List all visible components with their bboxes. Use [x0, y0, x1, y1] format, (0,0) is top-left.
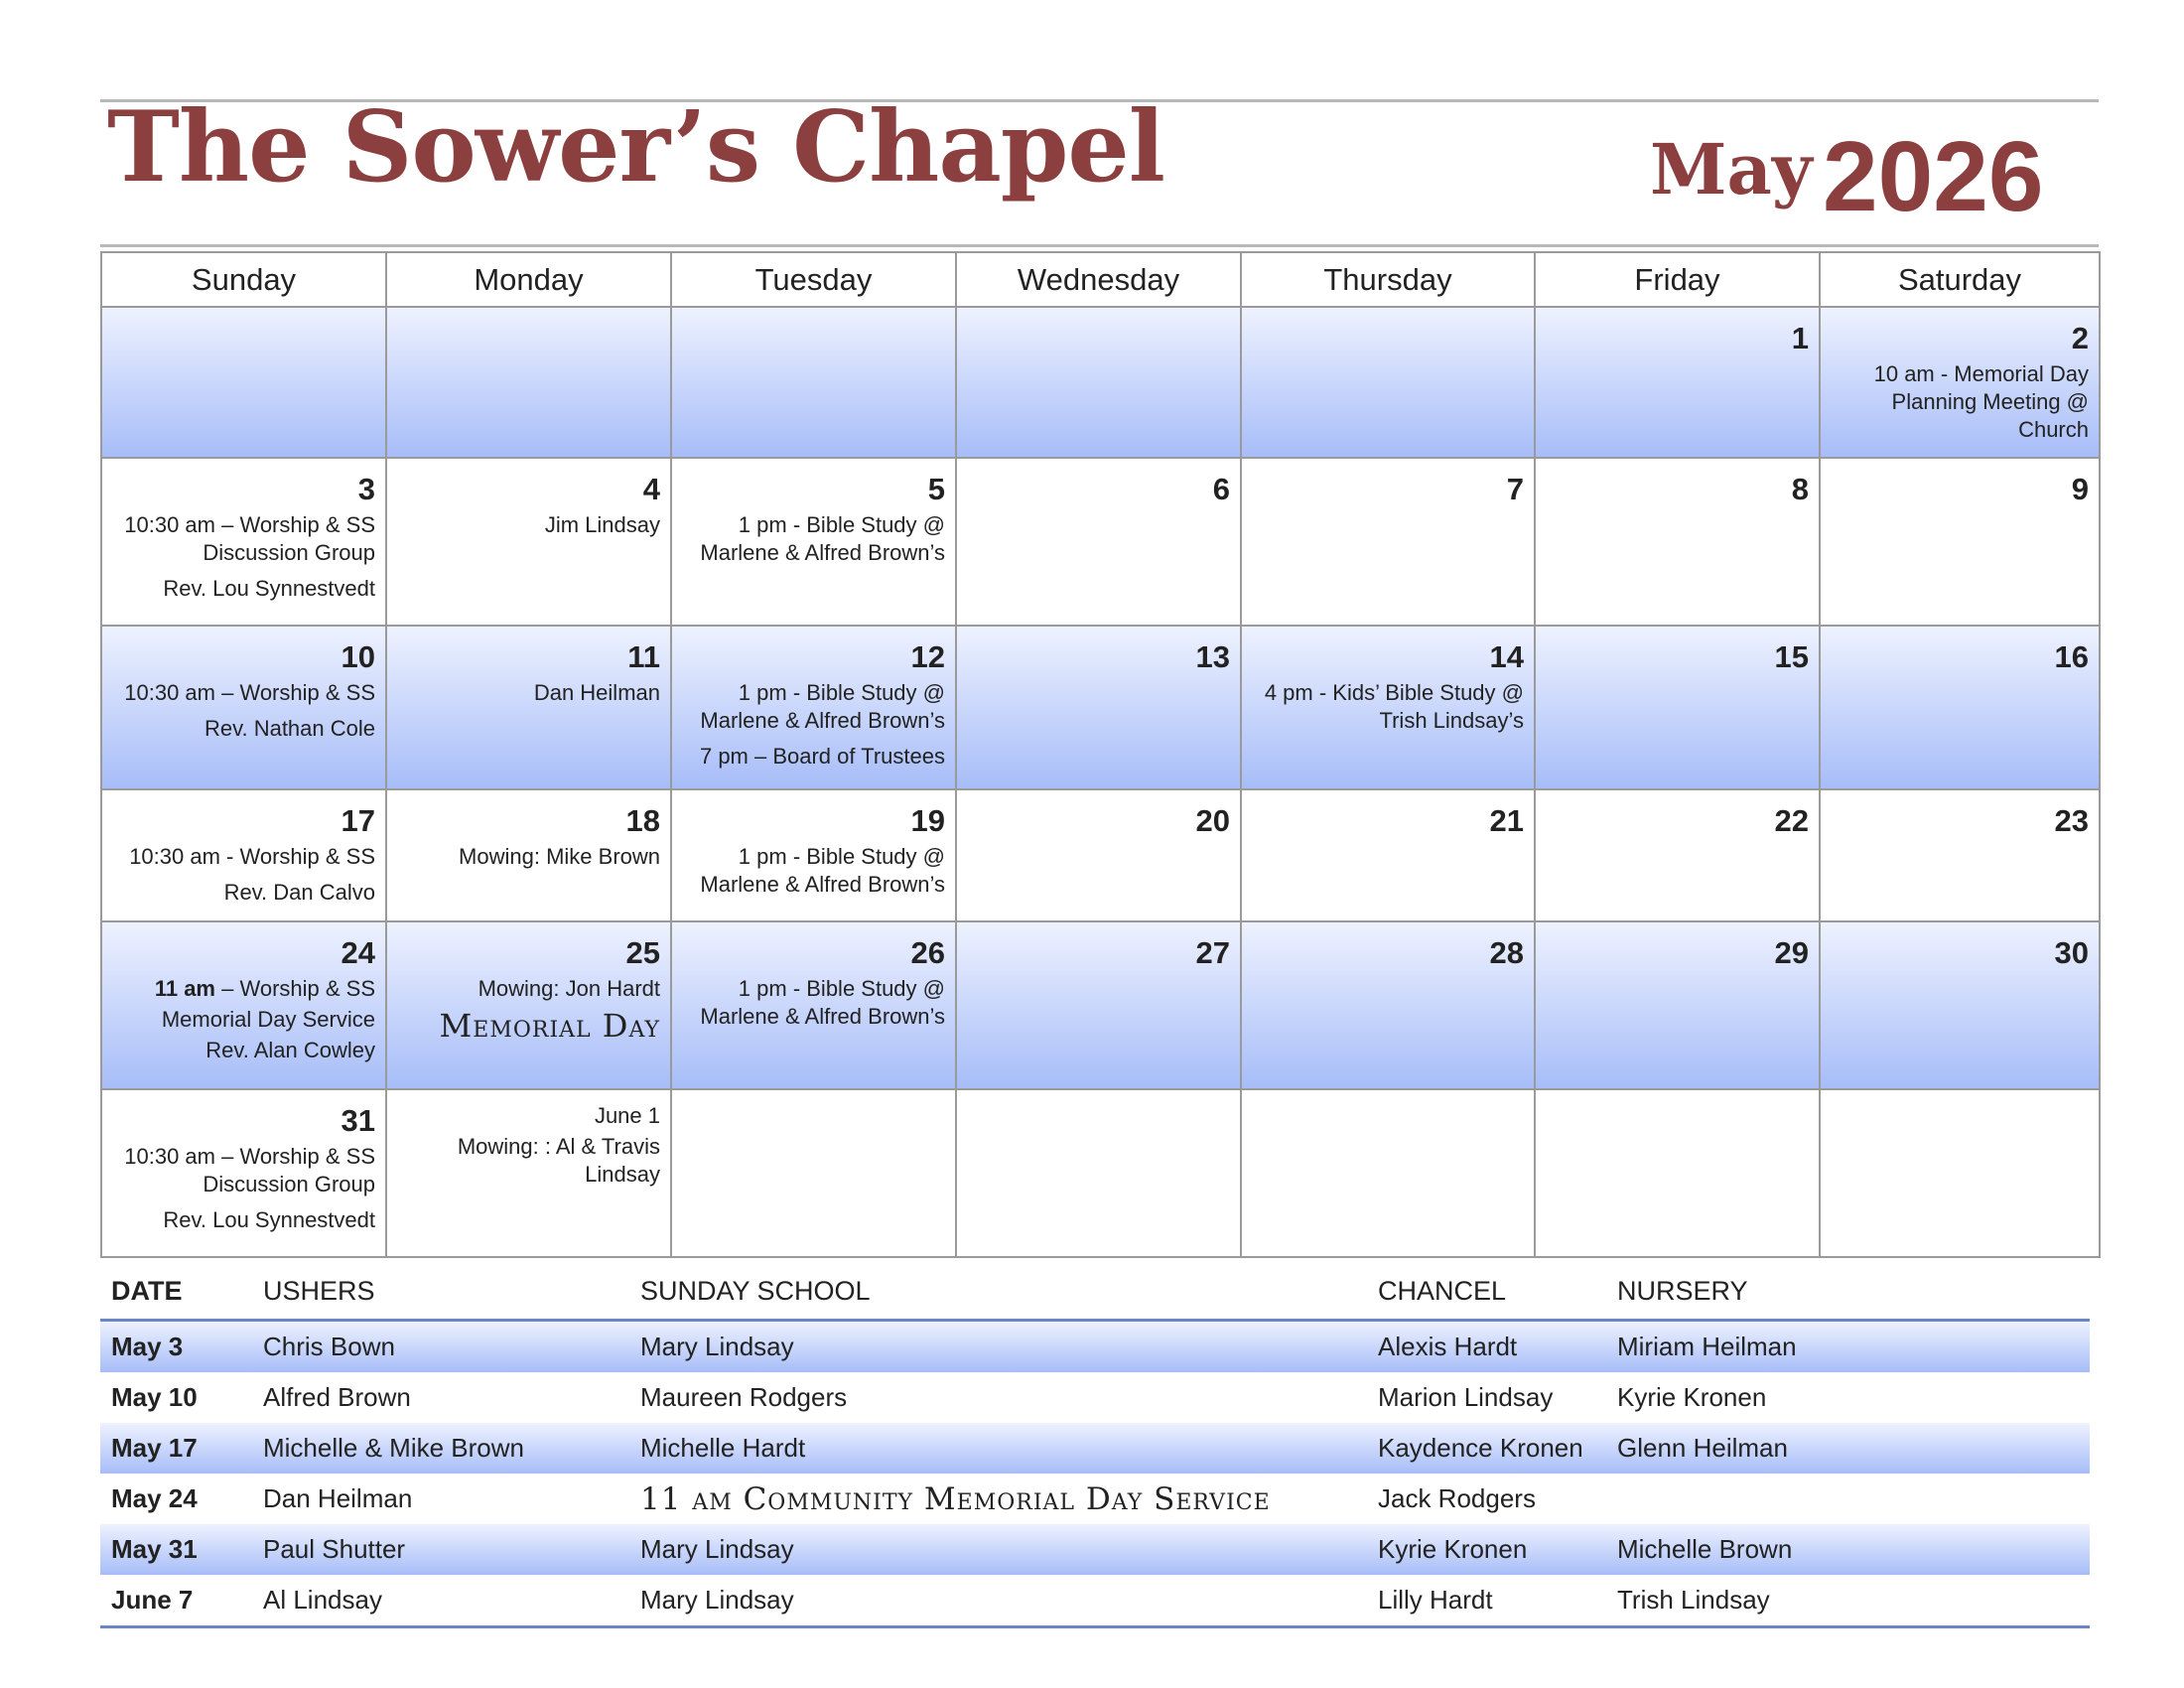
day-cell — [386, 921, 671, 1089]
weekday-friday: Friday — [1535, 252, 1820, 307]
event-text: 10:30 am – Worship & SS Discussion Group — [124, 512, 375, 565]
page-title: The Sower’s Chapel — [107, 90, 1164, 205]
week-row — [101, 626, 2100, 789]
day-cell — [1820, 921, 2100, 1089]
event-text: Mowing: Mike Brown — [459, 844, 660, 869]
event-text: 1 pm - Bible Study @ Marlene & Alfred Brown’s — [700, 976, 945, 1029]
day-cell — [101, 921, 386, 1089]
schedule-nursery: Kyrie Kronen — [1617, 1382, 1767, 1412]
schedule-sunday-school: Michelle Hardt — [640, 1433, 806, 1463]
year-label: 2026 — [1823, 121, 2044, 232]
empty-day-cell — [956, 1089, 1241, 1257]
event-text: 10:30 am - Worship & SS — [129, 844, 375, 869]
schedule-date: June 7 — [111, 1585, 194, 1615]
day-cell — [1535, 307, 1820, 458]
day-number: 29 — [1774, 935, 1809, 970]
event-text: Rev. Lou Synnestvedt — [163, 1207, 375, 1232]
day-cell — [1241, 626, 1535, 789]
schedule-header-sunday-school: SUNDAY SCHOOL — [640, 1275, 871, 1306]
schedule-date: May 17 — [111, 1433, 198, 1463]
schedule-date: May 31 — [111, 1534, 198, 1564]
day-cell — [1535, 626, 1820, 789]
day-cell — [671, 458, 956, 626]
schedule-row — [100, 1524, 2090, 1575]
day-number: 23 — [2054, 803, 2089, 838]
day-number: 15 — [1774, 639, 1809, 674]
day-number: 26 — [910, 935, 945, 970]
schedule-row — [100, 1322, 2090, 1372]
day-number: 18 — [625, 803, 660, 838]
schedule-ushers: Alfred Brown — [263, 1382, 411, 1412]
weekday-monday: Monday — [386, 252, 671, 307]
weekday-saturday: Saturday — [1820, 252, 2100, 307]
week-row — [101, 1089, 2100, 1257]
day-number: 10 — [341, 639, 375, 674]
schedule-row — [100, 1474, 2090, 1524]
empty-day-cell — [671, 1089, 956, 1257]
schedule-row — [100, 1575, 2090, 1628]
day-number: 13 — [1195, 639, 1230, 674]
day-cell — [101, 789, 386, 921]
event-text: 7 pm – Board of Trustees — [699, 744, 945, 769]
weekday-sunday: Sunday — [101, 252, 386, 307]
empty-day-cell — [1820, 1089, 2100, 1257]
empty-day-cell — [1241, 307, 1535, 458]
month-label: May — [1650, 128, 1813, 211]
day-number: 30 — [2054, 935, 2089, 970]
day-cell — [386, 1089, 671, 1257]
schedule-header-date: DATE — [111, 1275, 183, 1306]
empty-day-cell — [1535, 1089, 1820, 1257]
schedule-sunday-school: Mary Lindsay — [640, 1585, 794, 1615]
day-number: 3 — [357, 472, 375, 506]
weekday-wednesday: Wednesday — [956, 252, 1241, 307]
schedule-sunday-school: Mary Lindsay — [640, 1534, 794, 1564]
day-cell — [1820, 626, 2100, 789]
schedule-ushers: Michelle & Mike Brown — [263, 1433, 524, 1463]
calendar-grid — [100, 251, 2101, 1258]
schedule-nursery: Miriam Heilman — [1617, 1332, 1797, 1361]
day-number: 14 — [1489, 639, 1524, 674]
schedule-row — [100, 1372, 2090, 1423]
day-number: 17 — [341, 803, 375, 838]
day-number: 21 — [1489, 803, 1524, 838]
schedule-date: May 24 — [111, 1483, 198, 1513]
schedule-sunday-school: 11 am Community Memorial Day Service — [640, 1480, 1271, 1517]
day-number: 25 — [625, 935, 660, 970]
day-cell — [1820, 307, 2100, 458]
schedule-date: May 10 — [111, 1382, 198, 1412]
day-cell — [386, 458, 671, 626]
event-text: Memorial Day Service — [161, 1007, 375, 1032]
day-cell — [1535, 921, 1820, 1089]
schedule-chancel: Marion Lindsay — [1378, 1382, 1554, 1412]
day-cell — [1535, 458, 1820, 626]
day-number: 7 — [1506, 472, 1524, 506]
schedule-ushers: Al Lindsay — [263, 1585, 382, 1615]
schedule-nursery: Michelle Brown — [1617, 1534, 1793, 1564]
event-text: 10:30 am – Worship & SS Discussion Group — [124, 1144, 375, 1196]
empty-day-cell — [671, 307, 956, 458]
day-cell — [956, 789, 1241, 921]
day-cell — [101, 458, 386, 626]
event-text: Mowing: Jon Hardt — [478, 976, 660, 1001]
event-text: Jim Lindsay — [544, 512, 660, 537]
schedule-header-ushers: USHERS — [263, 1275, 375, 1306]
day-number: 11 — [627, 639, 660, 674]
weekday-thursday: Thursday — [1241, 252, 1535, 307]
schedule-ushers: Dan Heilman — [263, 1483, 413, 1513]
day-cell — [956, 921, 1241, 1089]
event-text: 10:30 am – Worship & SS — [124, 680, 375, 705]
weekday-header-row — [101, 252, 2100, 307]
weekday-tuesday: Tuesday — [671, 252, 956, 307]
day-number: 5 — [927, 472, 945, 506]
event-text: 1 pm - Bible Study @ Marlene & Alfred Brown’s — [700, 512, 945, 565]
schedule-nursery: Trish Lindsay — [1617, 1585, 1770, 1615]
day-cell — [671, 626, 956, 789]
schedule-nursery: Glenn Heilman — [1617, 1433, 1788, 1463]
day-cell — [386, 626, 671, 789]
schedule-header-row — [100, 1263, 2090, 1322]
schedule-chancel: Lilly Hardt — [1378, 1585, 1493, 1615]
empty-day-cell — [1241, 1089, 1535, 1257]
week-row — [101, 307, 2100, 458]
day-number: 31 — [341, 1103, 375, 1138]
week-row — [101, 458, 2100, 626]
header-rule — [100, 244, 2099, 247]
event-text: 1 pm - Bible Study @ Marlene & Alfred Brown’s — [700, 844, 945, 897]
day-cell — [956, 458, 1241, 626]
day-cell — [1241, 789, 1535, 921]
empty-day-cell — [101, 307, 386, 458]
schedule-row — [100, 1423, 2090, 1474]
schedule-ushers: Paul Shutter — [263, 1534, 406, 1564]
calendar-body — [101, 307, 2100, 1257]
schedule-sunday-school: Maureen Rodgers — [640, 1382, 848, 1412]
day-number: 4 — [642, 472, 660, 506]
event-text: Rev. Nathan Cole — [204, 716, 375, 741]
day-number: 22 — [1774, 803, 1809, 838]
event-text — [112, 975, 375, 1003]
day-number: 28 — [1489, 935, 1524, 970]
schedule-ushers: Chris Bown — [263, 1332, 395, 1361]
schedule-date: May 3 — [111, 1332, 184, 1361]
day-number: 27 — [1195, 935, 1230, 970]
day-number: 2 — [2071, 321, 2089, 355]
schedule-header-chancel: CHANCEL — [1378, 1275, 1507, 1306]
day-cell — [671, 789, 956, 921]
day-cell — [386, 789, 671, 921]
event-time: 11 am — [154, 976, 215, 1001]
day-number: 1 — [1791, 321, 1809, 355]
week-row — [101, 789, 2100, 921]
day-number: 9 — [2071, 472, 2089, 506]
day-number: 12 — [910, 639, 945, 674]
event-text: Mowing: : Al & Travis Lindsay — [457, 1134, 660, 1187]
schedule-header-nursery: NURSERY — [1617, 1275, 1748, 1306]
schedule-chancel: Jack Rodgers — [1378, 1483, 1536, 1513]
day-cell — [956, 626, 1241, 789]
schedule-chancel: Kaydence Kronen — [1378, 1433, 1583, 1463]
day-cell — [1241, 921, 1535, 1089]
event-text: Rev. Dan Calvo — [223, 880, 375, 905]
day-date-label: June 1 — [594, 1103, 660, 1128]
day-cell — [671, 921, 956, 1089]
day-number: 19 — [910, 803, 945, 838]
schedule-sunday-school: Mary Lindsay — [640, 1332, 794, 1361]
event-text: Rev. Lou Synnestvedt — [163, 576, 375, 601]
day-number: 6 — [1212, 472, 1230, 506]
day-cell — [101, 626, 386, 789]
day-cell — [1241, 458, 1535, 626]
day-cell — [1820, 789, 2100, 921]
volunteer-schedule — [100, 1263, 2090, 1628]
day-cell — [1535, 789, 1820, 921]
day-number: 8 — [1791, 472, 1809, 506]
schedule-chancel: Alexis Hardt — [1378, 1332, 1518, 1361]
empty-day-cell — [956, 307, 1241, 458]
holiday-label: Memorial Day — [439, 1007, 660, 1045]
empty-day-cell — [386, 307, 671, 458]
event-text: 10 am - Memorial Day Planning Meeting @ Church — [1873, 361, 2089, 442]
event-text: Dan Heilman — [533, 680, 660, 705]
day-number: 16 — [2054, 639, 2089, 674]
event-text: Rev. Alan Cowley — [205, 1038, 375, 1062]
day-cell — [101, 1089, 386, 1257]
week-row — [101, 921, 2100, 1089]
day-number: 20 — [1195, 803, 1230, 838]
event-text: 1 pm - Bible Study @ Marlene & Alfred Brown’s — [700, 680, 945, 733]
event-text: 4 pm - Kids’ Bible Study @ Trish Lindsay’s — [1264, 680, 1524, 733]
schedule-chancel: Kyrie Kronen — [1378, 1534, 1528, 1564]
day-cell — [1820, 458, 2100, 626]
schedule-rows — [100, 1322, 2090, 1628]
day-number: 24 — [341, 935, 375, 970]
event-description: – Worship & SS — [215, 976, 375, 1001]
